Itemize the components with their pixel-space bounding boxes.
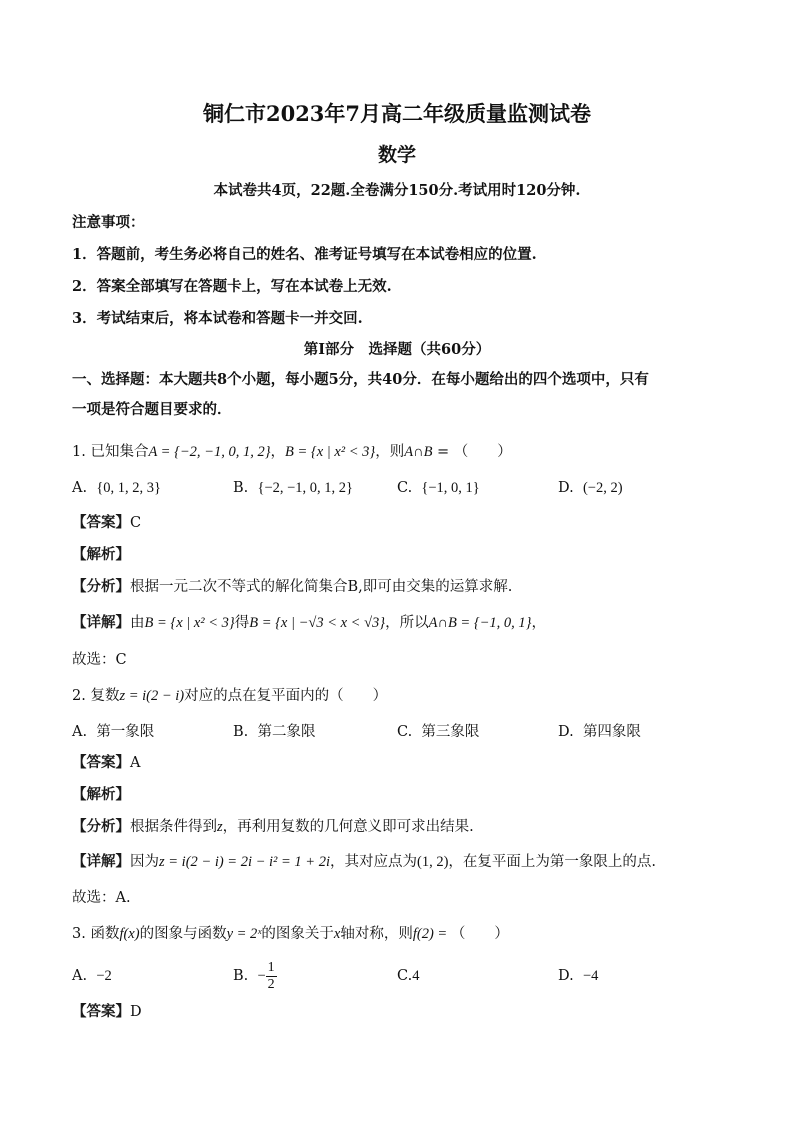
q3-answer: 【答案】D	[72, 1003, 142, 1020]
question-1-stem	[72, 442, 734, 462]
q1-option-c: C. {−1, 0, 1}	[397, 480, 480, 496]
q2-option-b: B. 第二象限	[233, 724, 316, 740]
note-item: 3．考试结束后，将本试卷和答题卡一并交回.	[72, 310, 363, 327]
q1-set-b: B = {x | x² < 3}	[285, 444, 376, 460]
question-2-stem: 2. 复数z = i(2 − i)对应的点在复平面内的（ ）	[72, 688, 388, 704]
q2-fenxi: 【分析】根据条件得到z，再利用复数的几何意义即可求出结果.	[72, 818, 474, 835]
subject-title: 数学	[377, 144, 416, 166]
section-title: 第I部分 选择题（共60分）	[303, 341, 491, 358]
q1-comma: ，	[270, 444, 285, 460]
q2-answer: 【答案】A	[72, 754, 141, 771]
q1-expr: A∩B	[404, 444, 433, 460]
q1-set-a: A = {−2, −1, 0, 1, 2}	[148, 444, 271, 460]
notes-heading: 注意事项：	[72, 214, 145, 231]
section-intro-line2: 一项是符合题目要求的．	[72, 401, 232, 418]
fraction: $\frac{1}{2}$	[267, 959, 275, 992]
q2-detail: 【详解】因为z = i(2 − i) = 2i − i² = 1 + 2i，其对应点为(1, 2)，在复平面上为第一象限上的点.	[72, 853, 657, 870]
q1-fenxi: 【分析】根据一元二次不等式的解化简集合B,即可由交集的运算求解.	[72, 578, 513, 595]
note-item: 2．答案全部填写在答题卡上，写在本试卷上无效.	[72, 278, 392, 295]
q1-answer: 【答案】C	[72, 514, 142, 531]
q1-ask: ，则	[375, 444, 405, 460]
q3-option-d: D. −4	[558, 968, 599, 984]
q1-detail: 【详解】由B = {x | x² < 3}得B = {x | −√3 < x < √3}，所以A∩B = {−1, 0, 1}，	[72, 614, 546, 631]
q2-option-a: A. 第一象限	[72, 724, 155, 740]
q2-conclusion: 故选：A.	[72, 890, 131, 906]
exam-info: 本试卷共4页，22题.全卷满分150分.考试用时120分钟.	[213, 182, 581, 199]
note-item: 1．答题前，考生务必将自己的姓名、准考证号填写在本试卷相应的位置.	[72, 246, 537, 263]
q2-analysis-label: 【解析】	[72, 786, 130, 803]
q1-option-b: B. {−2, −1, 0, 1, 2}	[233, 480, 354, 496]
q3-option-b: B. − $\frac{1}{2}$	[233, 959, 275, 992]
q1-tail: = （ ）	[432, 444, 512, 460]
q1-prefix: 1. 已知集合	[72, 444, 149, 460]
q1-option-d: D. (−2, 2)	[558, 480, 623, 496]
question-3-stem: 3. 函数f(x)的图象与函数y = 2ˣ的图象关于x轴对称，则f(2) = （ ）	[72, 926, 509, 942]
q1-conclusion: 故选：C	[72, 652, 127, 668]
section-intro-line1: 一、选择题：本大题共8个小题，每小题5分，共40分．在每小题给出的四个选项中，只有	[72, 371, 649, 388]
q3-option-c: C.4	[397, 968, 420, 984]
q2-option-d: D. 第四象限	[558, 724, 641, 740]
q2-option-c: C. 第三象限	[397, 724, 480, 740]
exam-title: 铜仁市2023年7月高二年级质量监测试卷	[202, 101, 592, 126]
q1-option-a: A. {0, 1, 2, 3}	[72, 480, 161, 496]
q3-option-a: A. −2	[72, 968, 112, 984]
q1-analysis-label: 【解析】	[72, 546, 130, 563]
